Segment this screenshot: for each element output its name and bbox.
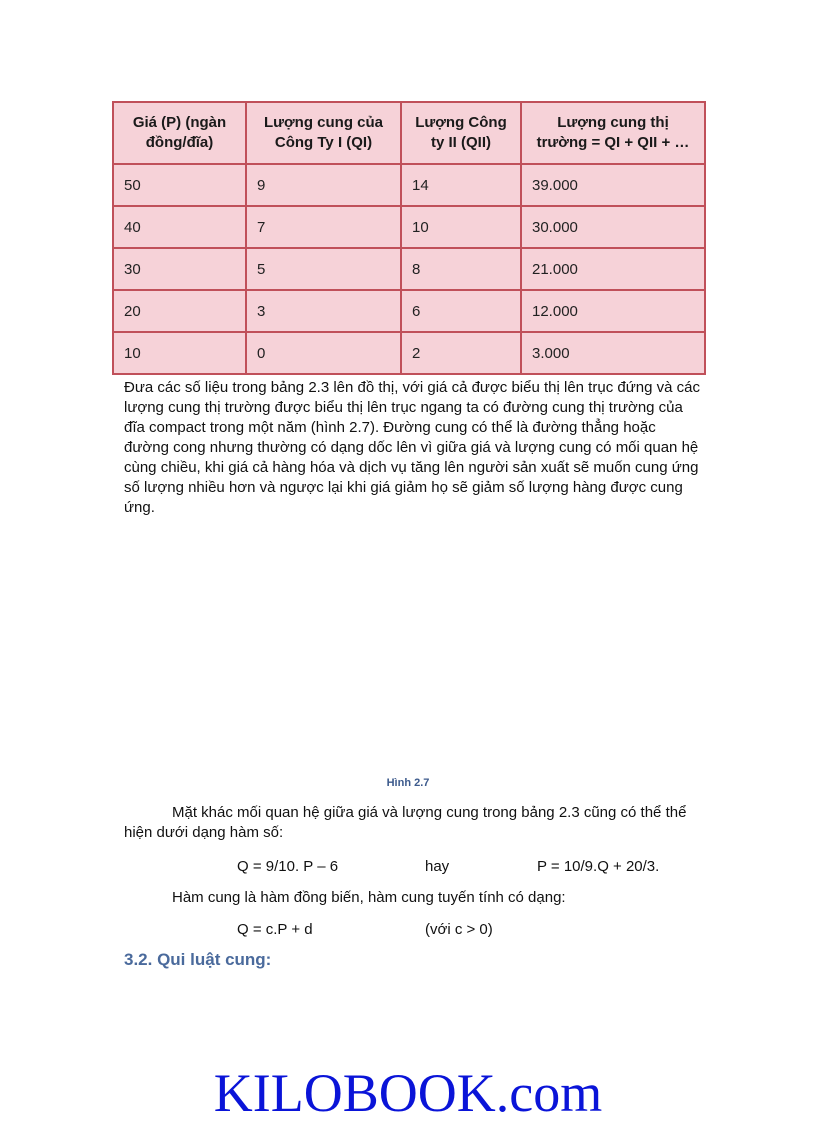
table-cell: 12.000 — [522, 291, 704, 331]
table-row — [114, 207, 704, 247]
table-cell: 30 — [114, 249, 245, 289]
table-row — [114, 291, 704, 331]
table-header-row — [114, 103, 704, 163]
table-cell: 10 — [402, 207, 520, 247]
function-intro-paragraph: Mặt khác mối quan hệ giữa giá và lượng cung trong bảng 2.3 cũng có thể thể hiện dưới dạng hàm số: — [124, 804, 687, 841]
supply-table — [112, 101, 706, 375]
table-row — [114, 333, 704, 373]
header-company-1: Lượng cung của Công Ty I (QI) — [247, 103, 400, 163]
kilobook-watermark: KILOBOOK.com — [213, 1063, 603, 1123]
table-cell: 6 — [402, 291, 520, 331]
table-cell: 3.000 — [522, 333, 704, 373]
table-cell: 3 — [247, 291, 400, 331]
formula-general: Q = c.P + d — [237, 921, 313, 938]
table-cell: 2 — [402, 333, 520, 373]
section-heading: 3.2. Qui luật cung: — [124, 950, 272, 969]
header-price: Giá (P) (ngàn đồng/đĩa) — [114, 103, 245, 163]
formula-q-of-p: Q = 9/10. P – 6 — [237, 858, 339, 875]
formula-p-of-q: P = 10/9.Q + 20/3. — [537, 858, 660, 875]
linear-supply-sentence: Hàm cung là hàm đồng biến, hàm cung tuyến tính có dạng: — [172, 889, 566, 906]
formula-condition: (với c > 0) — [425, 921, 493, 938]
table-row — [114, 165, 704, 205]
table-row — [114, 249, 704, 289]
header-market-supply: Lượng cung thị trường = QI + QII + … — [522, 103, 704, 163]
table-cell: 39.000 — [522, 165, 704, 205]
table-cell: 21.000 — [522, 249, 704, 289]
table-cell: 9 — [247, 165, 400, 205]
table-cell: 30.000 — [522, 207, 704, 247]
table-cell: 20 — [114, 291, 245, 331]
formula-connector: hay — [425, 858, 450, 875]
table-cell: 14 — [402, 165, 520, 205]
table-cell: 40 — [114, 207, 245, 247]
table-cell: 7 — [247, 207, 400, 247]
table-cell: 8 — [402, 249, 520, 289]
header-company-2: Lượng Công ty II (QII) — [402, 103, 520, 163]
table-cell: 0 — [247, 333, 400, 373]
table-cell: 5 — [247, 249, 400, 289]
table-cell: 50 — [114, 165, 245, 205]
table-cell: 10 — [114, 333, 245, 373]
supply-curve-paragraph: Đưa các số liệu trong bảng 2.3 lên đồ thị, với giá cả được biểu thị lên trục đứng và các lượng cung thị trường được biểu thị lên trục ngang ta có đường cung thị trường của đĩa compact trong một năm (hình 2.7). Đường cung có thể là đường thẳng hoặc đường cong nhưng thường có dạng dốc lên vì giữa giá và lượng cung có mối quan hệ cùng chiều, khi giá cả hàng hóa và dịch vụ tăng lên người sản xuất sẽ muốn cung ứng số lượng nhiều hơn và ngược lại khi giá giảm họ sẽ giảm số lượng hàng được cung ứng. — [124, 379, 700, 516]
figure-caption: Hình 2.7 — [386, 777, 430, 789]
